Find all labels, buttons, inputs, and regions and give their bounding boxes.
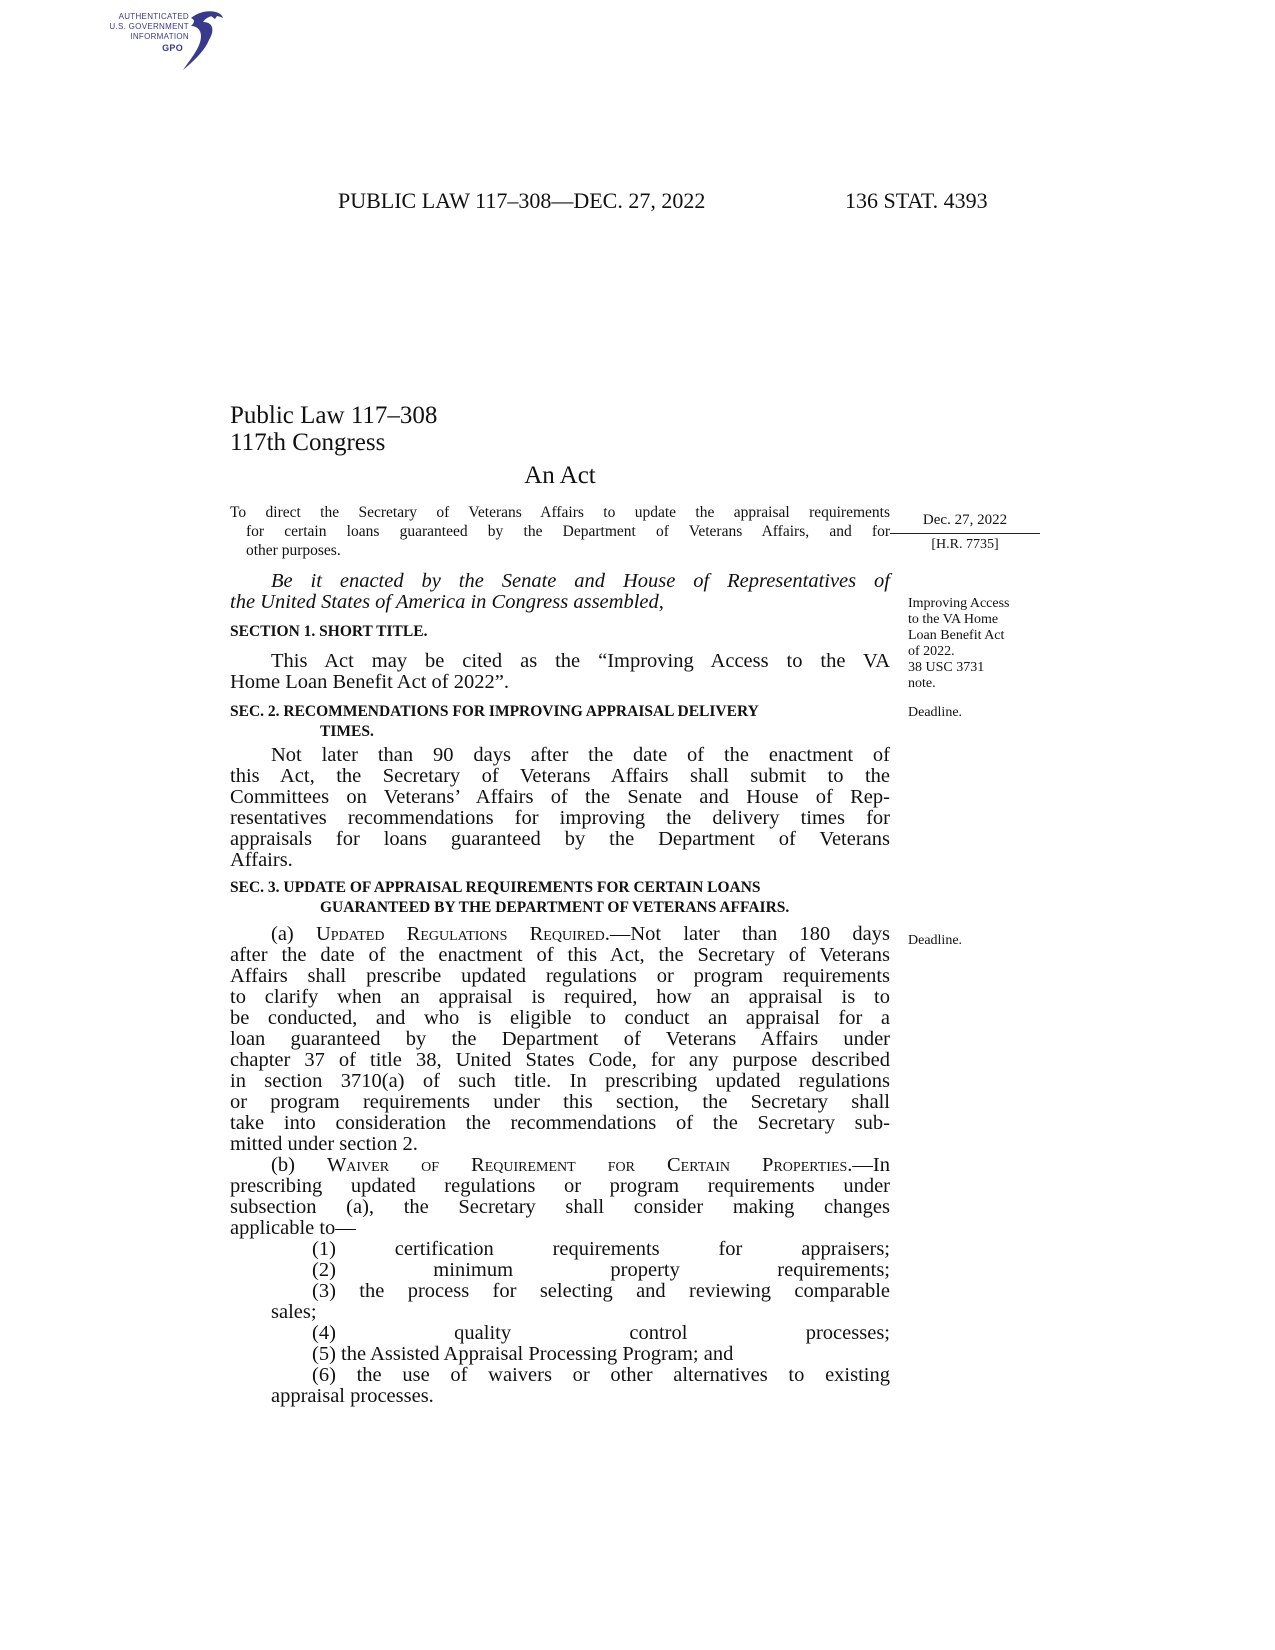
margin-note-short-title xyxy=(908,596,1038,692)
subsection-a-label: (a) xyxy=(271,923,316,945)
subsection-b-heading: Waiver of Requirement for Certain Properties xyxy=(326,1154,848,1176)
purpose-line-1: To direct the Secretary of Veterans Affairs to update the appraisal requirements xyxy=(230,504,890,521)
section-1-line-1: This Act may be cited as the “Improving Access to the VA xyxy=(271,650,890,672)
subsection-a-line-1 xyxy=(230,924,890,945)
purpose-line-2: for certain loans guaranteed by the Department of Veterans Affairs, and for xyxy=(246,523,890,540)
section-2-line-5: appraisals for loans guaranteed by the Department of Veterans xyxy=(230,828,890,850)
section-3-heading xyxy=(230,878,890,918)
logo-line-authenticated: AUTHENTICATED xyxy=(118,12,189,21)
running-header-law-date: PUBLIC LAW 117–308—DEC. 27, 2022 xyxy=(338,188,706,213)
list-item-6-continued: appraisal processes. xyxy=(271,1385,434,1407)
section-2-heading-line-1: SEC. 2. RECOMMENDATIONS FOR IMPROVING APPRAISAL DELIVERY xyxy=(230,703,759,720)
list-item-6: (6) the use of waivers or other alternatives to existing xyxy=(312,1364,890,1386)
section-1-text xyxy=(230,651,890,693)
subsection-b-line: subsection (a), the Secretary shall consider making changes xyxy=(230,1196,890,1218)
section-2-text xyxy=(230,745,890,871)
date-divider xyxy=(890,533,1040,534)
gpo-authentication-logo xyxy=(93,8,228,74)
subsection-a-line: after the date of the enactment of this Act, the Secretary of Veterans xyxy=(230,944,890,966)
subsection-a-line: loan guaranteed by the Department of Veterans Affairs under xyxy=(230,1028,890,1050)
subsection-b-label: (b) xyxy=(271,1154,327,1176)
list-item-3-continued: sales; xyxy=(271,1301,317,1323)
enacting-clause xyxy=(230,571,890,613)
margin-note-line: Improving Access xyxy=(908,596,1010,611)
subsection-a-line: Affairs shall prescribe updated regulations or program requirements xyxy=(230,965,890,987)
margin-note-deadline-1: Deadline. xyxy=(908,705,963,720)
subsection-b-line: applicable to— xyxy=(230,1217,356,1239)
subsection-a-heading: Updated Regulations Required xyxy=(315,923,605,945)
subsection-b-line: prescribing updated regulations or program requirements under xyxy=(230,1175,890,1197)
section-2-heading xyxy=(230,702,890,742)
subsection-b-line-1-text: .—In xyxy=(847,1154,890,1176)
public-law-number: Public Law 117–308 xyxy=(230,402,438,429)
enacting-line-2: the United States of America in Congress assembled, xyxy=(230,591,664,613)
list-item-3: (3) the process for selecting and reviewing comparable xyxy=(312,1280,890,1302)
subsection-a-line: in section 3710(a) of such title. In prescribing updated regulations xyxy=(230,1070,890,1092)
subsection-a-line: take into consideration the recommendations of the Secretary sub- xyxy=(230,1112,890,1134)
margin-note-deadline-2: Deadline. xyxy=(908,933,963,948)
section-2-line-1: Not later than 90 days after the date of the enactment of xyxy=(271,744,890,766)
section-3-heading-line-2: GUARANTEED BY THE DEPARTMENT OF VETERANS AFFAIRS. xyxy=(320,899,790,916)
margin-note-line: note. xyxy=(908,676,936,691)
section-2-line-3: Committees on Veterans’ Affairs of the Senate and House of Rep- xyxy=(230,786,890,808)
list-item-2: (2) minimum property requirements; xyxy=(312,1259,890,1281)
subsection-a-line: be conducted, and who is eligible to conduct an appraisal for a xyxy=(230,1007,890,1029)
margin-note-line: Loan Benefit Act xyxy=(908,628,1005,643)
list-item-4: (4) quality control processes; xyxy=(312,1322,890,1344)
running-header-stat: 136 STAT. 4393 xyxy=(845,188,988,213)
subsection-a-line: or program requirements under this section, the Secretary shall xyxy=(230,1091,890,1113)
margin-note-line: of 2022. xyxy=(908,644,955,659)
list-item-1: (1) certification requirements for appraisers; xyxy=(312,1238,890,1260)
subsection-b-line-1 xyxy=(230,1155,890,1176)
section-2-heading-line-2: TIMES. xyxy=(320,723,374,740)
subsection-a-line: chapter 37 of title 38, United States Code, for any purpose described xyxy=(230,1049,890,1071)
section-3-text xyxy=(230,924,890,1407)
enacting-line-1: Be it enacted by the Senate and House of Representatives of xyxy=(271,570,890,592)
subsection-a-line: mitted under section 2. xyxy=(230,1133,418,1155)
logo-line-information: INFORMATION xyxy=(130,32,189,41)
section-1-line-2: Home Loan Benefit Act of 2022”. xyxy=(230,671,509,693)
section-3-heading-line-1: SEC. 3. UPDATE OF APPRAISAL REQUIREMENTS FOR CERTAIN LOANS xyxy=(230,879,761,896)
act-purpose xyxy=(230,503,890,560)
congress-number: 117th Congress xyxy=(230,429,386,456)
section-1-heading: SECTION 1. SHORT TITLE. xyxy=(230,623,428,640)
margin-note-line: to the VA Home xyxy=(908,612,999,627)
enactment-date: Dec. 27, 2022 xyxy=(922,512,1008,528)
section-2-line-6: Affairs. xyxy=(230,849,293,871)
section-2-line-4: resentatives recommendations for improving the delivery times for xyxy=(230,807,890,829)
logo-line-gpo: GPO xyxy=(162,43,183,53)
subsection-a-line: to clarify when an appraisal is required, how an appraisal is to xyxy=(230,986,890,1008)
logo-line-government: U.S. GOVERNMENT xyxy=(109,22,189,31)
list-item-5: (5) the Assisted Appraisal Processing Program; and xyxy=(312,1343,734,1365)
subsection-a-line-1-text: .—Not later than 180 days xyxy=(604,923,890,945)
bill-number: [H.R. 7735] xyxy=(931,537,999,552)
purpose-line-3: other purposes. xyxy=(246,542,341,559)
eagle-swoosh-icon xyxy=(171,8,227,74)
section-2-line-2: this Act, the Secretary of Veterans Affairs shall submit to the xyxy=(230,765,890,787)
margin-note-line: 38 USC 3731 xyxy=(908,660,985,675)
act-heading: An Act xyxy=(524,462,596,489)
